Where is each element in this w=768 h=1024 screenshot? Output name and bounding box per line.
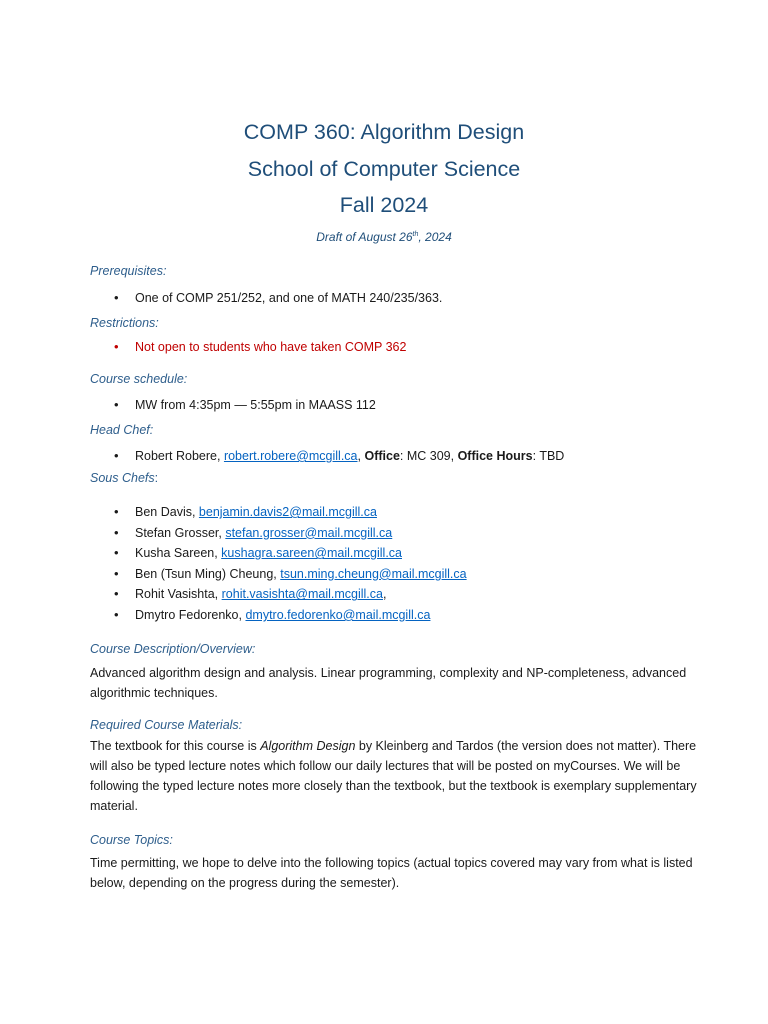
head-chef-email-link[interactable]: robert.robere@mcgill.ca [223, 449, 358, 463]
restriction-item: • Not open to students who have taken COMP 362 [90, 337, 700, 358]
sous-chef-email-link[interactable]: tsun.ming.cheung@mail.mcgill.ca [280, 566, 467, 581]
prerequisites-section [90, 262, 700, 309]
sous-chef-name: Ben Davis, [135, 505, 199, 519]
materials-text-after: by Kleinberg and Tardos (the version does not matter). There will also be typed lecture notes which follow our daily lectures that will be posted on myCourses. We will be following the typed lecture notes more closely than the textbook, but the textbook is exemplary supplementary material. [90, 739, 697, 813]
sous-chef-name: Rohit Vasishta, [135, 587, 222, 602]
draft-date-text: Draft of August 26 [316, 229, 413, 244]
sous-chef-email-link[interactable]: stefan.grosser@mail.mcgill.ca [225, 525, 393, 540]
sous-chefs-heading [90, 469, 700, 487]
sous-chef-email-link[interactable]: dmytro.fedorenko@mail.mcgill.ca [245, 607, 431, 622]
prerequisite-item: • One of COMP 251/252, and one of MATH 240/235/363. [90, 288, 700, 309]
materials-text [90, 736, 700, 816]
restrictions-heading: Restrictions: [90, 316, 159, 330]
draft-date-sup: th [412, 230, 419, 238]
sous-chef-name: Stefan Grosser, [135, 525, 226, 540]
topics-section [90, 831, 700, 893]
sous-chef-item [90, 543, 700, 564]
sous-chef-after: , [382, 587, 387, 602]
description-text: Advanced algorithm design and analysis. Linear programming, complexity and NP-completeness, advanced algorithmic techniques. [90, 666, 687, 700]
sous-chef-item [90, 605, 700, 626]
school-name: School of Computer Science [247, 156, 521, 181]
sous-chef-name: Kusha Sareen, [135, 546, 222, 561]
schedule-section [90, 370, 700, 416]
head-chef-name: Robert Robere, [135, 449, 224, 463]
restrictions-section [90, 314, 700, 358]
schedule-item: • MW from 4:35pm — 5:55pm in MAASS 112 [90, 395, 700, 416]
office-hours-value: : TBD [532, 449, 565, 463]
sous-chef-name: Dmytro Fedorenko, [135, 607, 246, 622]
course-title: COMP 360: Algorithm Design [243, 120, 525, 144]
sous-chef-email-link[interactable]: rohit.vasishta@mail.mcgill.ca [221, 587, 383, 602]
draft-date [0, 230, 768, 244]
sous-chef-email-link[interactable]: kushagra.sareen@mail.mcgill.ca [221, 546, 402, 561]
prerequisites-heading: Prerequisites: [90, 264, 167, 278]
topics-text: Time permitting, we hope to delve into the following topics (actual topics covered may vary from what is listed below, depending on the progress during the semester). [90, 856, 693, 890]
sous-chef-email-link[interactable]: benjamin.davis2@mail.mcgill.ca [198, 505, 377, 519]
head-chef-section [90, 421, 700, 467]
document-header [0, 114, 768, 244]
head-chef-heading: Head Chef: [90, 423, 154, 437]
term: Fall 2024 [339, 193, 429, 217]
sous-chef-item [90, 584, 700, 605]
sous-chef-item [90, 564, 700, 585]
office-value: : MC 309, [399, 449, 458, 463]
materials-heading: Required Course Materials: [90, 718, 243, 732]
head-chef-sep: , [357, 449, 365, 463]
sous-chefs-heading-text: Sous Chefs [90, 471, 155, 485]
materials-section [90, 716, 700, 816]
draft-date-year: , 2024 [418, 229, 452, 244]
sous-chef-item [90, 502, 700, 523]
textbook-title: Algorithm Design [260, 739, 356, 753]
description-heading: Course Description/Overview: [90, 642, 256, 656]
sous-chef-item [90, 523, 700, 544]
head-chef-item [90, 446, 700, 467]
schedule-heading: Course schedule: [90, 372, 188, 386]
sous-chef-name: Ben (Tsun Ming) Cheung, [135, 566, 281, 581]
materials-text-before: The textbook for this course is [90, 739, 261, 753]
sous-chefs-section [90, 469, 700, 626]
office-hours-label: Office Hours [457, 449, 533, 463]
description-section [90, 640, 700, 703]
sous-chefs-heading-colon: : [154, 471, 159, 485]
topics-heading: Course Topics: [90, 833, 173, 847]
office-label: Office [364, 449, 400, 463]
